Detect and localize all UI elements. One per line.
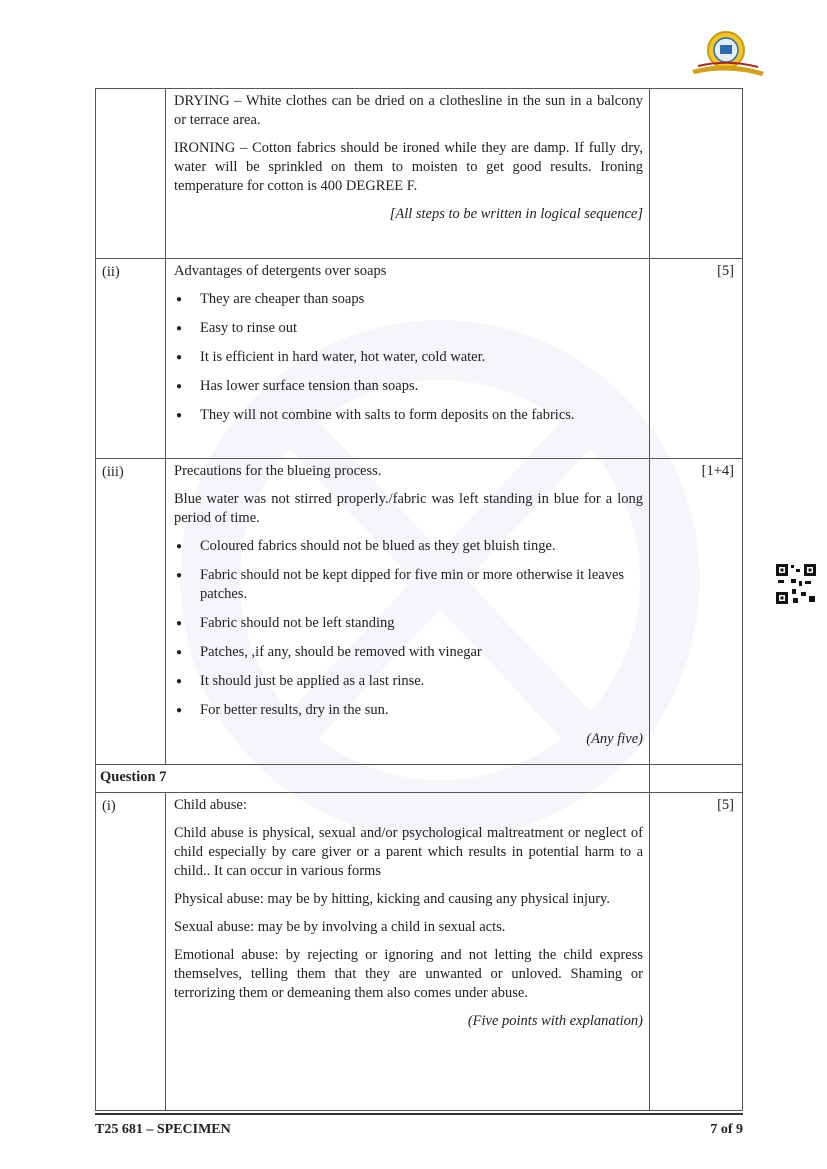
- answer-heading: Precautions for the blueing process.: [174, 463, 382, 479]
- table-row: [96, 459, 743, 765]
- answer-intro: Blue water was not stirred properly./fabric was left standing in blue for a long period of time.: [174, 491, 643, 526]
- ironing-text: IRONING – Cotton fabrics should be ironed while they are damp. If fully dry, water will be sprinkled on them to moisten to get good results. Ironing temperature for cotton is 400 DEGREE F.: [174, 140, 643, 194]
- table-row: [96, 89, 743, 259]
- explanation-note: (Five points with explanation): [467, 1013, 643, 1029]
- list-item: ● For better results, dry in the sun.: [174, 701, 643, 720]
- marks-cell: [650, 259, 743, 459]
- question-number: (i): [102, 798, 116, 814]
- marks-cell: [650, 765, 743, 793]
- answer-cell: [166, 793, 650, 1111]
- question-number-cell: [96, 459, 166, 765]
- sequence-note: [All steps to be written in logical sequence]: [389, 206, 643, 222]
- table-row: [96, 765, 743, 793]
- emotional-abuse-paragraph: Emotional abuse: by rejecting or ignoring and not letting the child express themselves, telling them that they are unwanted or unloved. Shaming or terrorizing them or demeaning them also comes under abuse.: [174, 947, 643, 1001]
- page-footer: [95, 1113, 743, 1137]
- answer-cell: [166, 259, 650, 459]
- marks-cell: [650, 459, 743, 765]
- qr-code-icon: [775, 563, 817, 605]
- answer-cell: [166, 89, 650, 259]
- question-number-cell: [96, 89, 166, 259]
- list-item: ● Fabric should not be left standing: [174, 614, 643, 633]
- list-item: ● It is efficient in hard water, hot water, cold water.: [174, 348, 643, 367]
- question-number-cell: [96, 259, 166, 459]
- question-title: Question 7: [100, 769, 167, 785]
- council-emblem-logo: [688, 26, 768, 82]
- list-item: ● Fabric should not be kept dipped for five min or more otherwise it leaves patches.: [174, 566, 643, 604]
- physical-abuse-paragraph: Physical abuse: may be by hitting, kicking and causing any physical injury.: [174, 891, 610, 907]
- list-item: ● Coloured fabrics should not be blued as they get bluish tinge.: [174, 537, 643, 556]
- list-item: ● They are cheaper than soaps: [174, 290, 643, 309]
- list-item: ● Patches, ,if any, should be removed with vinegar: [174, 643, 643, 662]
- answer-cell: [166, 459, 650, 765]
- paper-code: T25 681 – SPECIMEN: [95, 1122, 231, 1137]
- list-item: ● They will not combine with salts to form deposits on the fabrics.: [174, 406, 643, 425]
- question-heading-cell: [96, 765, 650, 793]
- answer-heading: Advantages of detergents over soaps: [174, 263, 387, 279]
- page-number: 7 of 9: [710, 1122, 743, 1137]
- marks-cell: [650, 793, 743, 1111]
- marks-value: [5]: [717, 263, 734, 279]
- list-item: ● Has lower surface tension than soaps.: [174, 377, 643, 396]
- question-number-cell: [96, 793, 166, 1111]
- sexual-abuse-paragraph: Sexual abuse: may be by involving a child in sexual acts.: [174, 919, 506, 935]
- bullet-list: [174, 537, 643, 720]
- list-item: ● It should just be applied as a last rinse.: [174, 672, 643, 691]
- table-row: [96, 793, 743, 1111]
- marks-value: [1+4]: [701, 463, 734, 479]
- bullet-list: [174, 290, 643, 425]
- marks-value: [5]: [717, 797, 734, 813]
- table-row: [96, 259, 743, 459]
- question-number: (iii): [102, 464, 124, 480]
- list-item: ● Easy to rinse out: [174, 319, 643, 338]
- answer-heading: Child abuse:: [174, 797, 247, 813]
- definition-paragraph: Child abuse is physical, sexual and/or psychological maltreatment or neglect of child especially by care giver or a parent which results in potential harm to a child.. It can occur in various forms: [174, 825, 643, 879]
- question-number: (ii): [102, 264, 120, 280]
- drying-text: DRYING – White clothes can be dried on a clothesline in the sun in a balcony or terrace area.: [174, 93, 643, 128]
- any-five-note: (Any five): [586, 731, 643, 747]
- marking-scheme-table: [95, 88, 743, 1111]
- marks-cell: [650, 89, 743, 259]
